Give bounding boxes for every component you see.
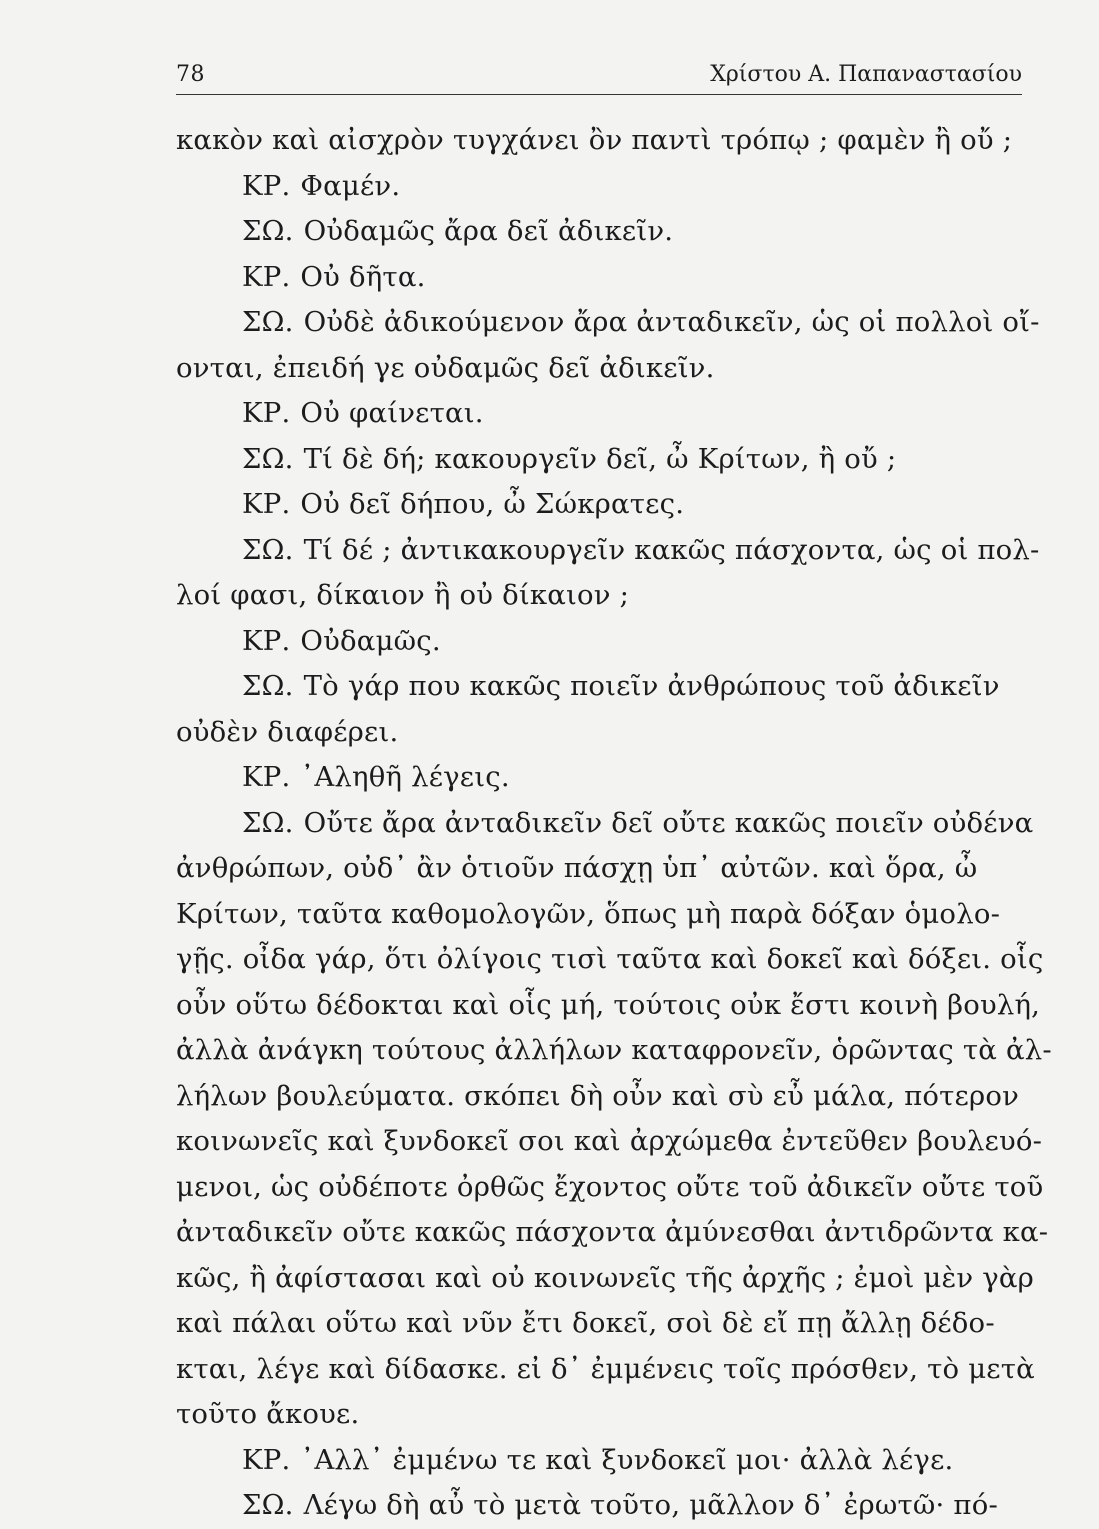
line-text: Τί δέ ; ἀντικακουργεῖν κακῶς πάσχοντα, ὡς οἱ πολ- (303, 533, 1040, 566)
text-line (176, 1210, 1056, 1256)
text-line (176, 1074, 1056, 1120)
text-line (176, 892, 1056, 938)
line-text: ἀνθρώπων, οὐδ᾽ ἂν ὁτιοῦν πάσχῃ ὑπ᾽ αὐτῶν. καὶ ὅρα, ὦ (176, 852, 978, 884)
speaker-label: ΚΡ. (242, 397, 291, 429)
speaker-label: ΣΩ. (242, 215, 294, 247)
speaker-label: ΣΩ. (242, 442, 294, 475)
speaker-label: ΚΡ. (242, 761, 291, 793)
text-line (176, 619, 1056, 665)
line-text: λήλων βουλεύματα. σκόπει δὴ οὖν καὶ σὺ εὖ μάλα, πότερον (176, 1079, 1020, 1112)
line-text: ᾽Αληθῆ λέγεις. (300, 761, 510, 793)
line-text: κοινωνεῖς καὶ ξυνδοκεῖ σοι καὶ ἀρχώμεθα ἐντεῦθεν βουλευό- (176, 1125, 1043, 1157)
line-text: οὐδὲν διαφέρει. (176, 715, 399, 748)
text-line (176, 801, 1056, 847)
text-line (176, 482, 1056, 528)
page-header (176, 56, 1022, 92)
text-line (176, 255, 1056, 301)
text-line (176, 1347, 1056, 1393)
text-line (176, 346, 1056, 392)
speaker-label: ΣΩ. (242, 306, 294, 338)
text-line (176, 209, 1056, 255)
running-head: Χρίστου Α. Παπαναστασίου (710, 62, 1022, 87)
line-text: Οὔτε ἄρα ἀνταδικεῖν δεῖ οὔτε κακῶς ποιεῖν οὐδένα (303, 806, 1034, 839)
text-line (176, 528, 1056, 574)
text-line (176, 1392, 1056, 1438)
line-text: ἀλλὰ ἀνάγκη τούτους ἀλλήλων καταφρονεῖν, ὁρῶντας τὰ ἀλ- (176, 1034, 1052, 1066)
text-line (176, 1438, 1056, 1484)
speaker-label: ΣΩ. (242, 670, 294, 702)
line-text: κακὸν καὶ αἰσχρὸν τυγχάνει ὂν παντὶ τρόπῳ ; φαμὲν ἢ οὔ ; (176, 124, 1013, 156)
text-line (176, 755, 1056, 801)
line-text: τοῦτο ἄκουε. (176, 1398, 360, 1430)
dialogue-text (176, 118, 1056, 1529)
text-line (176, 1165, 1056, 1211)
text-line (176, 983, 1056, 1029)
line-text: Οὐδαμῶς. (300, 624, 441, 657)
line-text: Οὐ δῆτα. (300, 260, 426, 293)
speaker-label: ΚΡ. (242, 624, 291, 657)
line-text: γῇς. οἶδα γάρ, ὅτι ὀλίγοις τισὶ ταῦτα καὶ δοκεῖ καὶ δόξει. οἷς (176, 943, 1044, 975)
text-line (176, 300, 1056, 346)
line-text: κται, λέγε καὶ δίδασκε. εἰ δ᾽ ἐμμένεις τοῖς πρόσθεν, τὸ μετὰ (176, 1352, 1035, 1385)
line-text: κῶς, ἢ ἀφίστασαι καὶ οὐ κοινωνεῖς τῆς ἀρχῆς ; ἐμοὶ μὲν γὰρ (176, 1261, 1035, 1294)
text-line (176, 573, 1056, 619)
line-text: καὶ πάλαι οὕτω καὶ νῦν ἔτι δοκεῖ, σοὶ δὲ εἴ πῃ ἄλλῃ δέδο- (176, 1307, 995, 1339)
line-text: Οὐδὲ ἀδικούμενον ἄρα ἀνταδικεῖν, ὡς οἱ πολλοὶ οἴ- (303, 306, 1040, 338)
text-line (176, 1256, 1056, 1302)
header-rule (176, 94, 1022, 95)
text-line (176, 1483, 1056, 1529)
speaker-label: ΚΡ. (242, 488, 291, 520)
text-line (176, 1301, 1056, 1347)
page-number: 78 (176, 62, 205, 87)
text-line (176, 710, 1056, 756)
text-line (176, 1028, 1056, 1074)
line-text: Οὐ φαίνεται. (300, 397, 484, 429)
speaker-label: ΚΡ. (242, 169, 291, 202)
speaker-label: ΚΡ. (242, 1443, 291, 1476)
text-line (176, 937, 1056, 983)
line-text: Κρίτων, ταῦτα καθομολογῶν, ὅπως μὴ παρὰ δόξαν ὁμολο- (176, 897, 1001, 930)
line-text: λοί φασι, δίκαιον ἢ οὐ δίκαιον ; (176, 579, 630, 611)
text-line (176, 664, 1056, 710)
text-line (176, 391, 1056, 437)
line-text: οὖν οὕτω δέδοκται καὶ οἷς μή, τούτοις οὐκ ἔστι κοινὴ βουλή, (176, 988, 1041, 1021)
text-line (176, 846, 1056, 892)
line-text: Τί δὲ δή; κακουργεῖν δεῖ, ὦ Κρίτων, ἢ οὔ ; (303, 442, 897, 475)
speaker-label: ΚΡ. (242, 260, 291, 293)
speaker-label: ΣΩ. (242, 533, 294, 566)
text-line (176, 1119, 1056, 1165)
speaker-label: ΣΩ. (242, 1489, 294, 1521)
line-text: ἀνταδικεῖν οὔτε κακῶς πάσχοντα ἀμύνεσθαι ἀντιδρῶντα κα- (176, 1216, 1049, 1248)
line-text: ονται, ἐπειδή γε οὐδαμῶς δεῖ ἀδικεῖν. (176, 351, 715, 384)
line-text: Οὐδαμῶς ἄρα δεῖ ἀδικεῖν. (303, 215, 674, 247)
line-text: Τὸ γάρ που κακῶς ποιεῖν ἀνθρώπους τοῦ ἀδικεῖν (303, 670, 1000, 702)
text-line (176, 437, 1056, 483)
text-line (176, 164, 1056, 210)
text-line (176, 118, 1056, 164)
line-text: Οὐ δεῖ δήπου, ὦ Σώκρατες. (300, 488, 685, 520)
line-text: μενοι, ὡς οὐδέποτε ὀρθῶς ἔχοντος οὔτε τοῦ ἀδικεῖν οὔτε τοῦ (176, 1170, 1044, 1203)
speaker-label: ΣΩ. (242, 806, 294, 839)
line-text: Φαμέν. (300, 169, 401, 202)
line-text: Λέγω δὴ αὖ τὸ μετὰ τοῦτο, μᾶλλον δ᾽ ἐρωτῶ· πό- (303, 1489, 998, 1521)
line-text: ᾽Αλλ᾽ ἐμμένω τε καὶ ξυνδοκεῖ μοι· ἀλλὰ λέγε. (300, 1443, 954, 1476)
